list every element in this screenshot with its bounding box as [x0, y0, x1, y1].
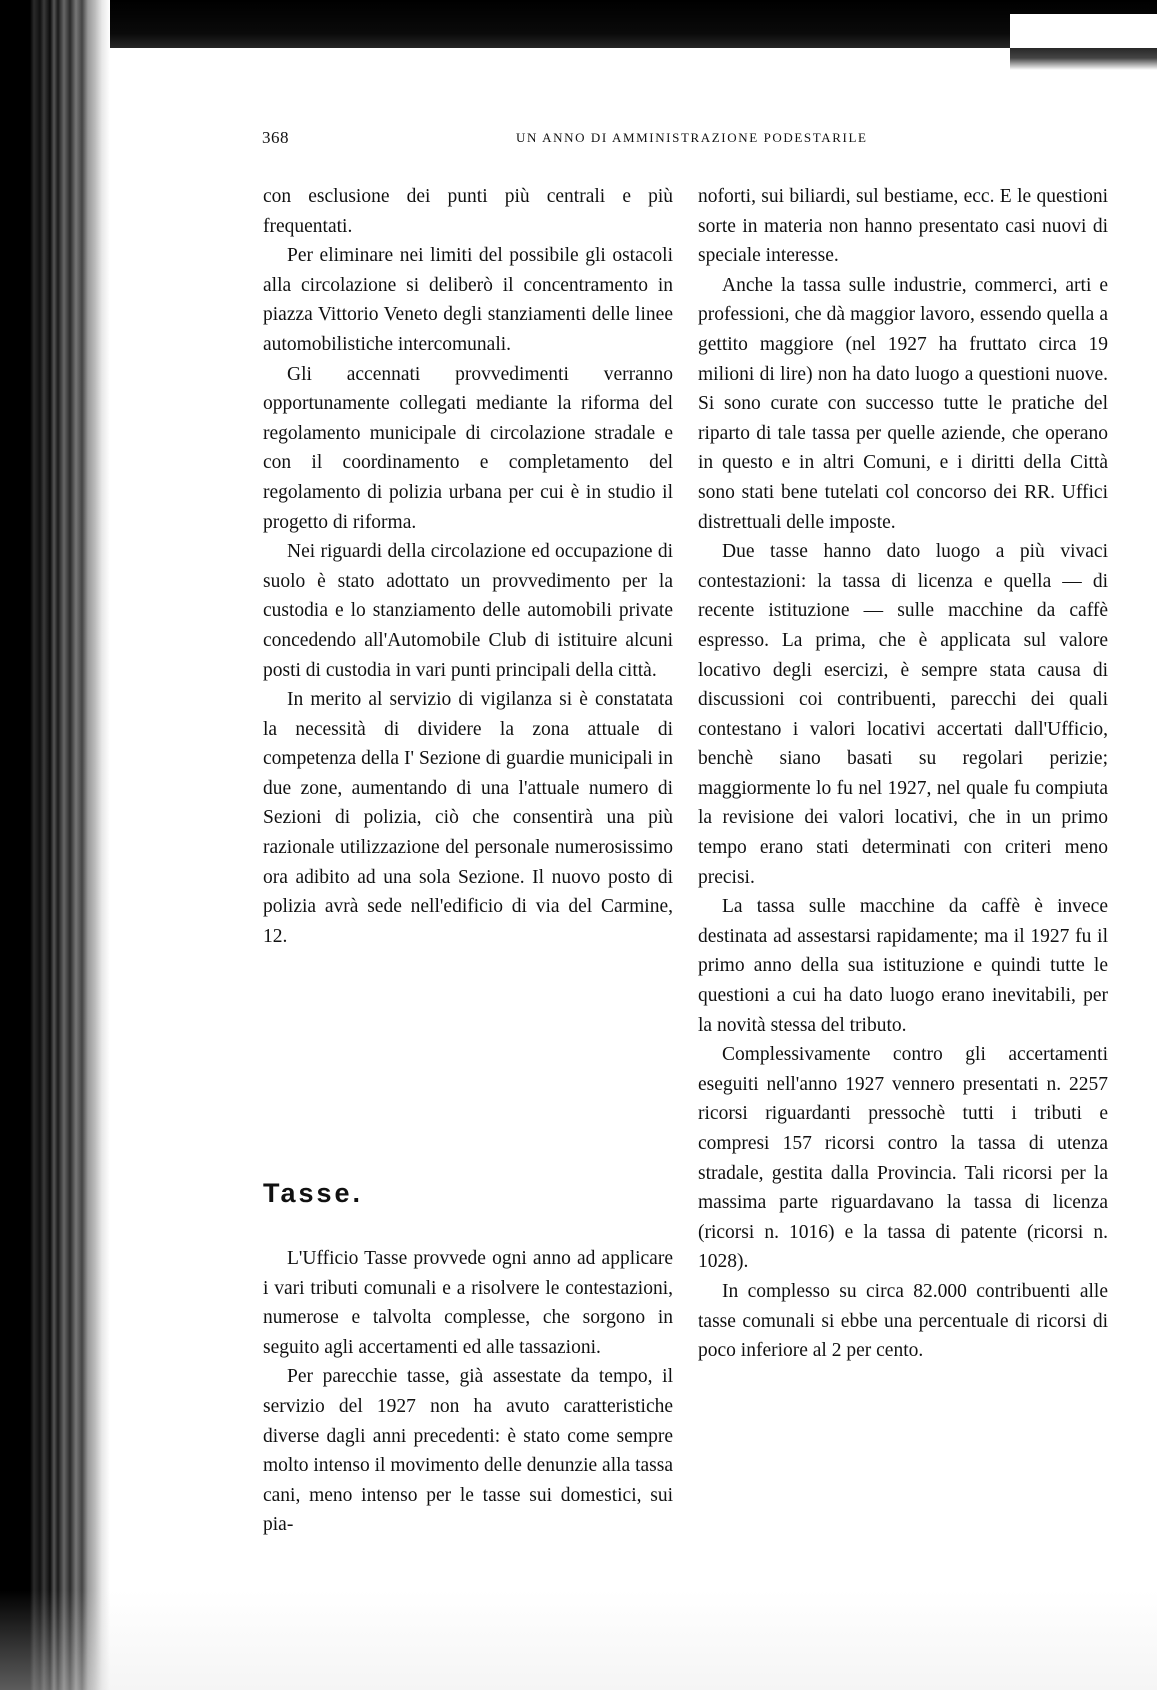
paragraph: con esclusione dei punti più centrali e più frequentati.	[263, 186, 673, 237]
paragraph: La tassa sulle macchine da caffè è invece destinata ad assestarsi rapidamente; ma il 1927 fu il primo anno della sua istituzione e quindi tutte le questioni a cui ha dato luogo erano inevitabili, per la novità stessa del tributo.	[698, 896, 1108, 1036]
paragraph: In complesso su circa 82.000 contribuenti alle tasse comunali si ebbe una percentuale di ricorsi di poco inferiore al 2 per cento.	[698, 1280, 1108, 1362]
section-body	[263, 1244, 673, 1540]
page-bottom-shade	[0, 1590, 1157, 1690]
paragraph: In merito al servizio di vigilanza si è constatata la necessità di dividere la zona attuale di competenza della I' Sezione di guardie municipali in due zone, aumentando di una l'attuale numero di Sezioni di polizia, ciò che consentirà una più razionale utilizzazione del personale numerosissimo ora adibito ad una sola Sezione. Il nuovo posto di polizia avrà sede nell'edificio di via del Carmine, 12.	[263, 689, 673, 947]
paragraph: Gli accennati provvedimenti verranno opportunamente collegati mediante la riforma del regolamento municipale di circolazione stradale e con il coordinamento e completamento del regolamento di polizia urbana per cui è in studio il progetto di riforma.	[263, 363, 673, 533]
paragraph: Due tasse hanno dato luogo a più vivaci contestazioni: la tassa di licenza e quella — di recente istituzione — sulle macchine da caffè espresso. La prima, che è applicata sul valore locativo degli esercizi, è sempre stata causa di discussioni coi contribuenti, parecchi dei quali contestano i valori locativi accertati dall'Ufficio, benchè siano basati su regolari perizie; maggiormente lo fu nel 1927, nel quale fu compiuta la revisione dei valori locativi, che in un primo tempo erano stati determinati con criteri meno precisi.	[698, 541, 1108, 888]
paragraph: Nei riguardi della circolazione ed occupazione di suolo è stato adottato un provvedimento per la custodia e lo stanziamento delle automobili private concedendo all'Automobile Club di istituire alcuni posti di custodia in vari punti principali della città.	[263, 541, 673, 681]
running-title: UN ANNO DI AMMINISTRAZIONE PODESTARILE	[516, 130, 868, 145]
paragraph: L'Ufficio Tasse provvede ogni anno ad applicare i vari tributi comunali e a risolvere le contestazioni, numerose e talvolta complesse, che sorgono in seguito agli accertamenti ed alle tassazioni.	[263, 1248, 673, 1358]
paragraph: Complessivamente contro gli accertamenti eseguiti nell'anno 1927 vennero presentati n. 2257 ricorsi riguardanti pressochè tutti i tributi e compresi 157 ricorsi contro la tassa di utenza stradale, gestita dalla Provincia. Tali ricorsi per la massima parte riguardavano la tassa di licenza (ricorsi n. 1016) e la tassa di patente (ricorsi n. 1028).	[698, 1044, 1108, 1273]
left-column	[263, 182, 673, 951]
paragraph: noforti, sui biliardi, sul bestiame, ecc. E le questioni sorte in materia non hanno presentato casi nuovi di speciale interesse.	[698, 186, 1108, 267]
paragraph: Per parecchie tasse, già assestate da tempo, il servizio del 1927 non ha avuto caratteristiche diverse dagli anni precedenti: è stato come sempre molto intenso il movimento delle denunzie alla tassa cani, meno intenso per le tasse sui domestici, sui pia-	[263, 1366, 673, 1536]
scan-border-top	[0, 0, 1157, 48]
paragraph: Anche la tassa sulle industrie, commerci, arti e professioni, che dà maggior lavoro, essendo quella a gettito maggiore (nel 1927 ha fruttato circa 19 milioni di lire) non ha dato luogo a questioni nuove. Si sono curate con successo tutte le pratiche del riparto di tale tassa per quelle aziende, che operano in questo e in altri Comuni, e i diritti della Città sono stati bene tutelati col concorso dei RR. Uffici distrettuali delle imposte.	[698, 274, 1108, 533]
book-binding-edge	[0, 0, 110, 1690]
section-heading: Tasse.	[263, 1178, 364, 1208]
scan-border-notch	[1010, 14, 1157, 48]
right-column	[698, 182, 1108, 1366]
paragraph: Per eliminare nei limiti del possibile gli ostacoli alla circolazione si deliberò il concentramento in piazza Vittorio Veneto degli stanziamenti delle linee automobilistiche intercomunali.	[263, 245, 673, 355]
page-number: 368	[262, 128, 289, 147]
